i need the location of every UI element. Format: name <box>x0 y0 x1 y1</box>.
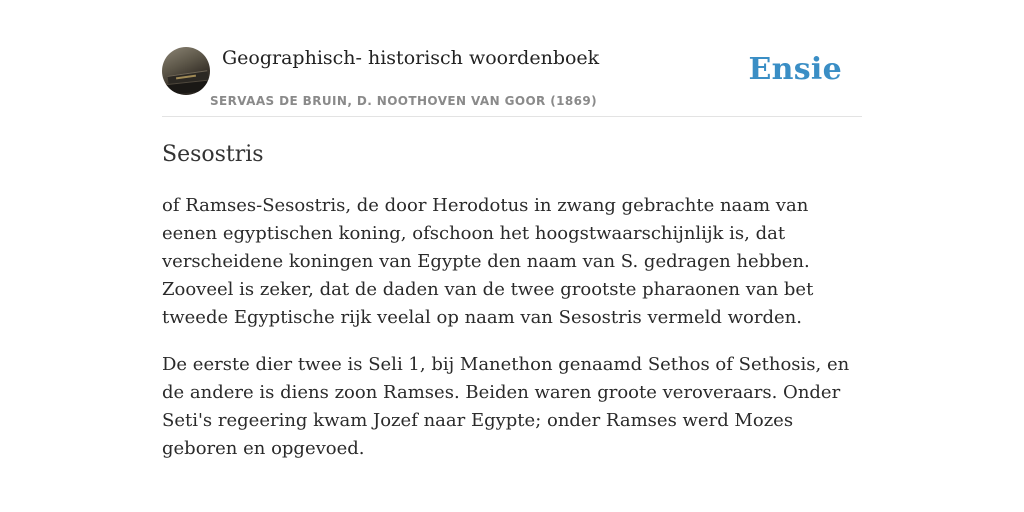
ensie-logo[interactable]: Ensie <box>748 52 842 87</box>
header <box>162 46 862 117</box>
entry-paragraph: De eerste dier twee is Seli 1, bij Manethon genaamd Sethos of Sethosis, en de andere is diens zoon Ramses. Beiden waren groote veroveraars. Onder Seti's regeering kwam Jozef naar Egypte; onder Ramses werd Mozes geboren en opgevoed. <box>162 354 850 459</box>
entry-body <box>162 192 852 482</box>
book-cover-icon[interactable] <box>162 47 210 95</box>
entry-paragraph: of Ramses-Sesostris, de door Herodotus in zwang gebrachte naam van eenen egyptischen koning, ofschoon het hoogstwaarschijnlijk is, dat verscheidene koningen van Egypte den naam van S. gedragen hebben. Zooveel is zeker, dat de daden van de twee grootste pharaonen van bet tweede Egyptische rijk veelal op naam van Sesostris vermeld worden. <box>162 195 814 328</box>
entry-title: Sesostris <box>162 142 264 167</box>
book-meta: SERVAAS DE BRUIN, D. NOOTHOVEN VAN GOOR (1869) <box>210 94 598 108</box>
book-title-link[interactable]: Geographisch- historisch woordenboek <box>222 47 600 69</box>
